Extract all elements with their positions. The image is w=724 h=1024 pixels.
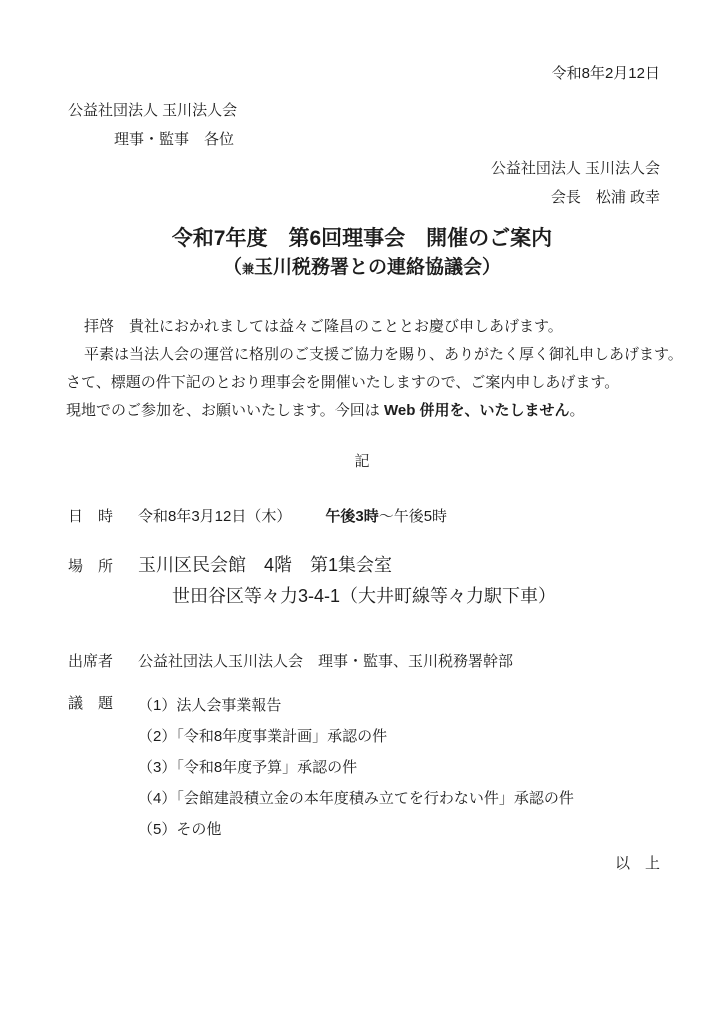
no-web-emphasis: Web 併用を、いたしません: [383, 402, 570, 419]
greeting-paragraph: 拝啓 貴社におかれましては益々ご隆昌のこととお慶び申しあげます。: [84, 318, 563, 335]
attendees-label: 出席者: [68, 653, 114, 670]
recipient-addressees: 理事・監事 各位: [114, 131, 235, 148]
datetime-date: 令和8年3月12日（木）: [138, 508, 292, 525]
attendees-row: [68, 648, 513, 676]
datetime-value: [138, 503, 447, 531]
agenda-item-5: （5）その他: [138, 821, 222, 838]
subtitle-kane-small: 兼: [241, 262, 254, 276]
agenda-item-2: （2）「令和8年度事業計画」承認の件: [138, 728, 388, 745]
datetime-end: ～午後5時: [378, 508, 448, 525]
attendance-suffix: 。: [569, 402, 585, 419]
datetime-row: [68, 503, 447, 531]
title-block: [0, 224, 724, 283]
place-value: [138, 550, 556, 612]
document-subtitle: [0, 254, 724, 283]
attendance-prefix: 現地でのご参加を、お願いいたします。今回は: [66, 402, 384, 419]
recipient-organization: 公益社団法人 玉川法人会: [68, 102, 238, 119]
agenda-label: 議 題: [68, 695, 114, 712]
record-marker: 記: [354, 453, 370, 470]
closing-marker: 以 上: [614, 855, 660, 872]
attendance-paragraph: [66, 397, 666, 425]
thanks-paragraph: 平素は当法人会の運営に格別のご支援ご協力を賜り、ありがたく厚く御礼申しあげます。: [84, 346, 683, 363]
agenda-list: [138, 690, 574, 845]
issue-date: 令和8年2月12日: [551, 65, 660, 82]
agenda-item-1: （1）法人会事業報告: [138, 697, 282, 714]
agenda-item-3: （3）「令和8年度予算」承認の件: [138, 759, 358, 776]
datetime-start-emphasis: 午後3時: [325, 508, 379, 525]
document-title: 令和7年度 第6回理事会 開催のご案内: [171, 227, 553, 250]
place-address: 世田谷区等々力3-4-1（大井町線等々力駅下車）: [172, 586, 557, 606]
sender-block: [491, 154, 660, 212]
sender-name: 会長 松浦 政幸: [550, 189, 660, 206]
subtitle-paren-open: （: [222, 257, 242, 278]
subtitle-text: 玉川税務署との連絡協議会）: [254, 257, 502, 278]
place-label: 場 所: [68, 558, 114, 575]
agenda-item-4: （4）「会館建設積立金の本年度積み立てを行わない件」承認の件: [138, 790, 574, 807]
place-row: [68, 550, 556, 612]
place-venue: 玉川区民会館 4階 第1集会室: [138, 555, 393, 575]
letter-body: [66, 313, 683, 425]
attendees-value: 公益社団法人玉川法人会 理事・監事、玉川税務署幹部: [138, 653, 514, 670]
agenda-row: [68, 690, 574, 845]
datetime-label: 日 時: [68, 508, 114, 525]
announcement-paragraph: さて、標題の件下記のとおり理事会を開催いたしますので、ご案内申しあげます。: [66, 374, 620, 391]
sender-organization: 公益社団法人 玉川法人会: [490, 160, 660, 177]
